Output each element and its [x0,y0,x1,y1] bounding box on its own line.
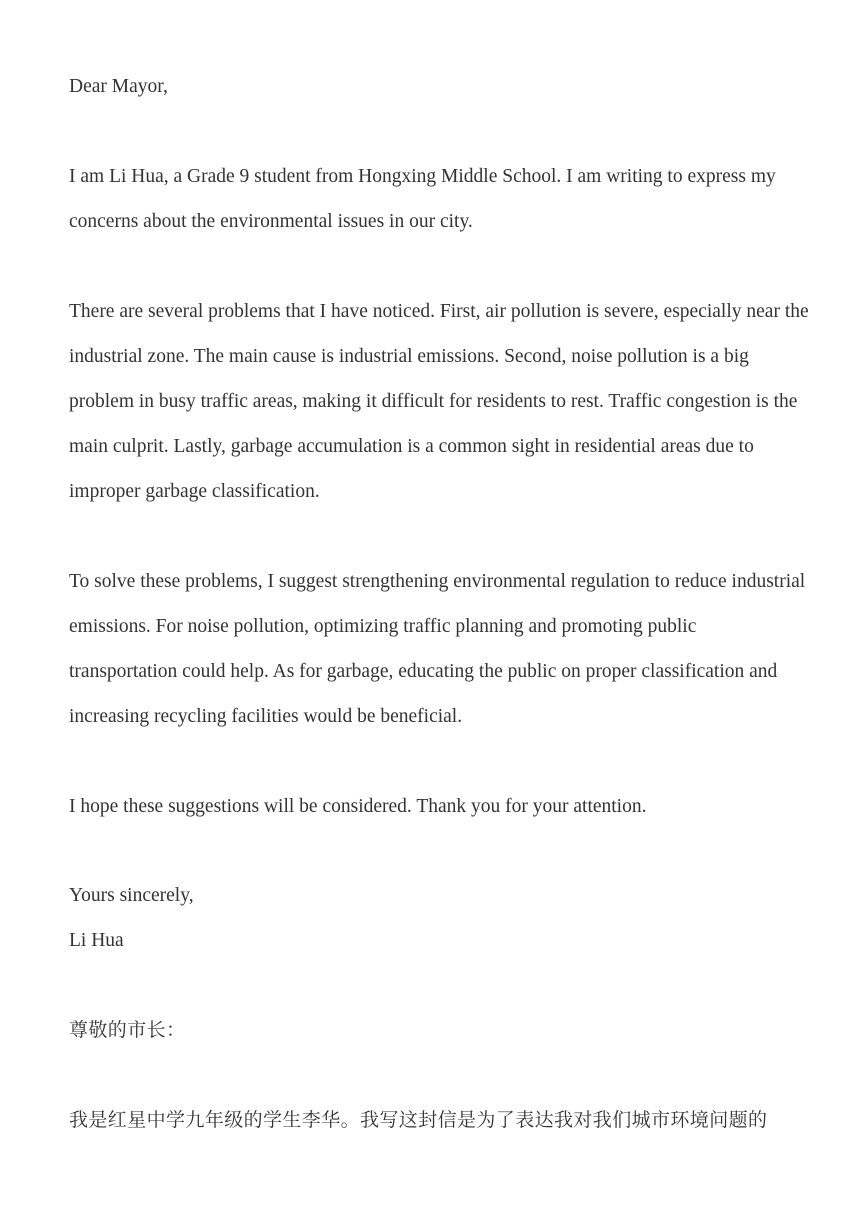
letter-paragraph-intro: I am Li Hua, a Grade 9 student from Hongxing Middle School. I am writing to express my concerns about the environmental issues in our city. [69,166,776,232]
letter-paragraph-problems: There are several problems that I have noticed. First, air pollution is severe, especially near the industrial zone. The main cause is industrial emissions. Second, noise pollution is a big problem in busy traffic areas, making it difficult for residents to rest. Traffic congestion is the main culprit. Lastly, garbage accumulation is a common sight in residential areas due to improper garbage classification. [69,301,809,502]
letter-paragraph-conclusion: I hope these suggestions will be considered. Thank you for your attention. [69,796,647,817]
translation-greeting: 尊敬的市长： [69,1019,186,1041]
letter-greeting: Dear Mayor, [69,76,168,97]
translation-paragraph-intro: 我是红星中学九年级的学生李华。我写这封信是为了表达我对我们城市环境问题的 [69,1109,768,1131]
letter-closing: Yours sincerely, [69,885,194,906]
letter-paragraph-suggestions: To solve these problems, I suggest strengthening environmental regulation to reduce industrial emissions. For noise pollution, optimizing traffic planning and promoting public transportation could help. As for garbage, educating the public on proper classification and increasing recycling facilities would be beneficial. [69,571,806,727]
letter-signature: Li Hua [69,930,124,951]
